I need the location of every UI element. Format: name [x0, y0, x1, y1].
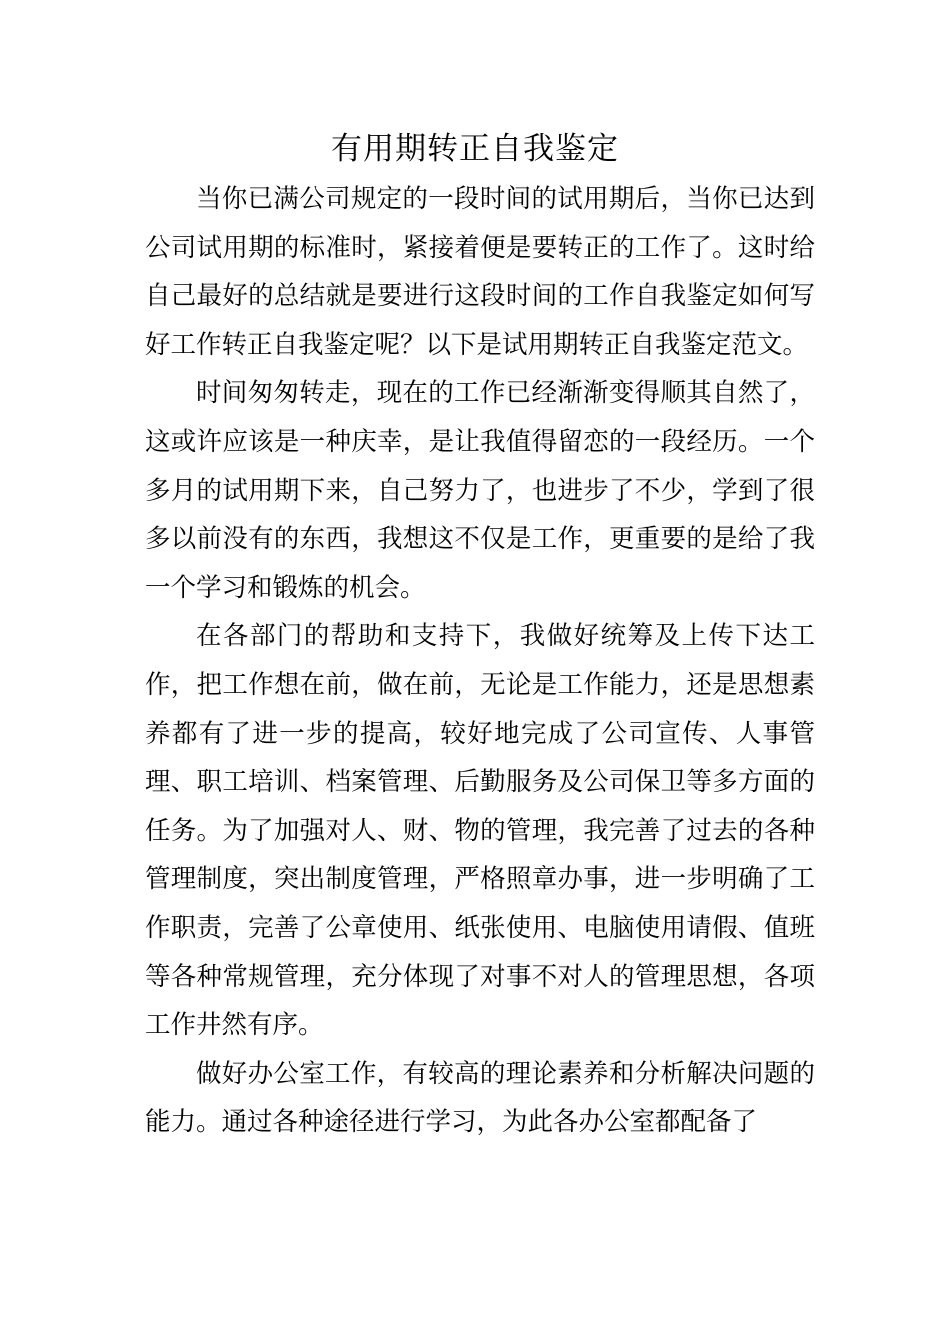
- document-body: [145, 175, 815, 1147]
- paragraph-4: 做好办公室工作，有较高的理论素养和分析解决问题的能力。通过各种途径进行学习，为此各办公室都配备了: [145, 1058, 815, 1138]
- paragraph-1: 当你已满公司规定的一段时间的试用期后，当你已达到公司试用期的标准时，紧接着便是要转正的工作了。这时给自己最好的总结就是要进行这段时间的工作自我鉴定如何写好工作转正自我鉴定呢？以下是试用期转正自我鉴定范文。: [145, 184, 815, 360]
- paragraph-2: 时间匆匆转走，现在的工作已经渐渐变得顺其自然了，这或许应该是一种庆幸，是让我值得留恋的一段经历。一个多月的试用期下来，自己努力了，也进步了不少，学到了很多以前没有的东西，我想这不仅是工作，更重要的是给了我一个学习和锻炼的机会。: [145, 378, 815, 603]
- paragraph-3: 在各部门的帮助和支持下，我做好统筹及上传下达工作，把工作想在前，做在前，无论是工作能力，还是思想素养都有了进一步的提高，较好地完成了公司宣传、人事管理、职工培训、档案管理、后勤服务及公司保卫等多方面的任务。为了加强对人、财、物的管理，我完善了过去的各种管理制度，突出制度管理，严格照章办事，进一步明确了工作职责，完善了公章使用、纸张使用、电脑使用请假、值班等各种常规管理，充分体现了对事不对人的管理思想，各项工作井然有序。: [145, 621, 815, 1041]
- document-title: 有用期转正自我鉴定: [331, 131, 619, 167]
